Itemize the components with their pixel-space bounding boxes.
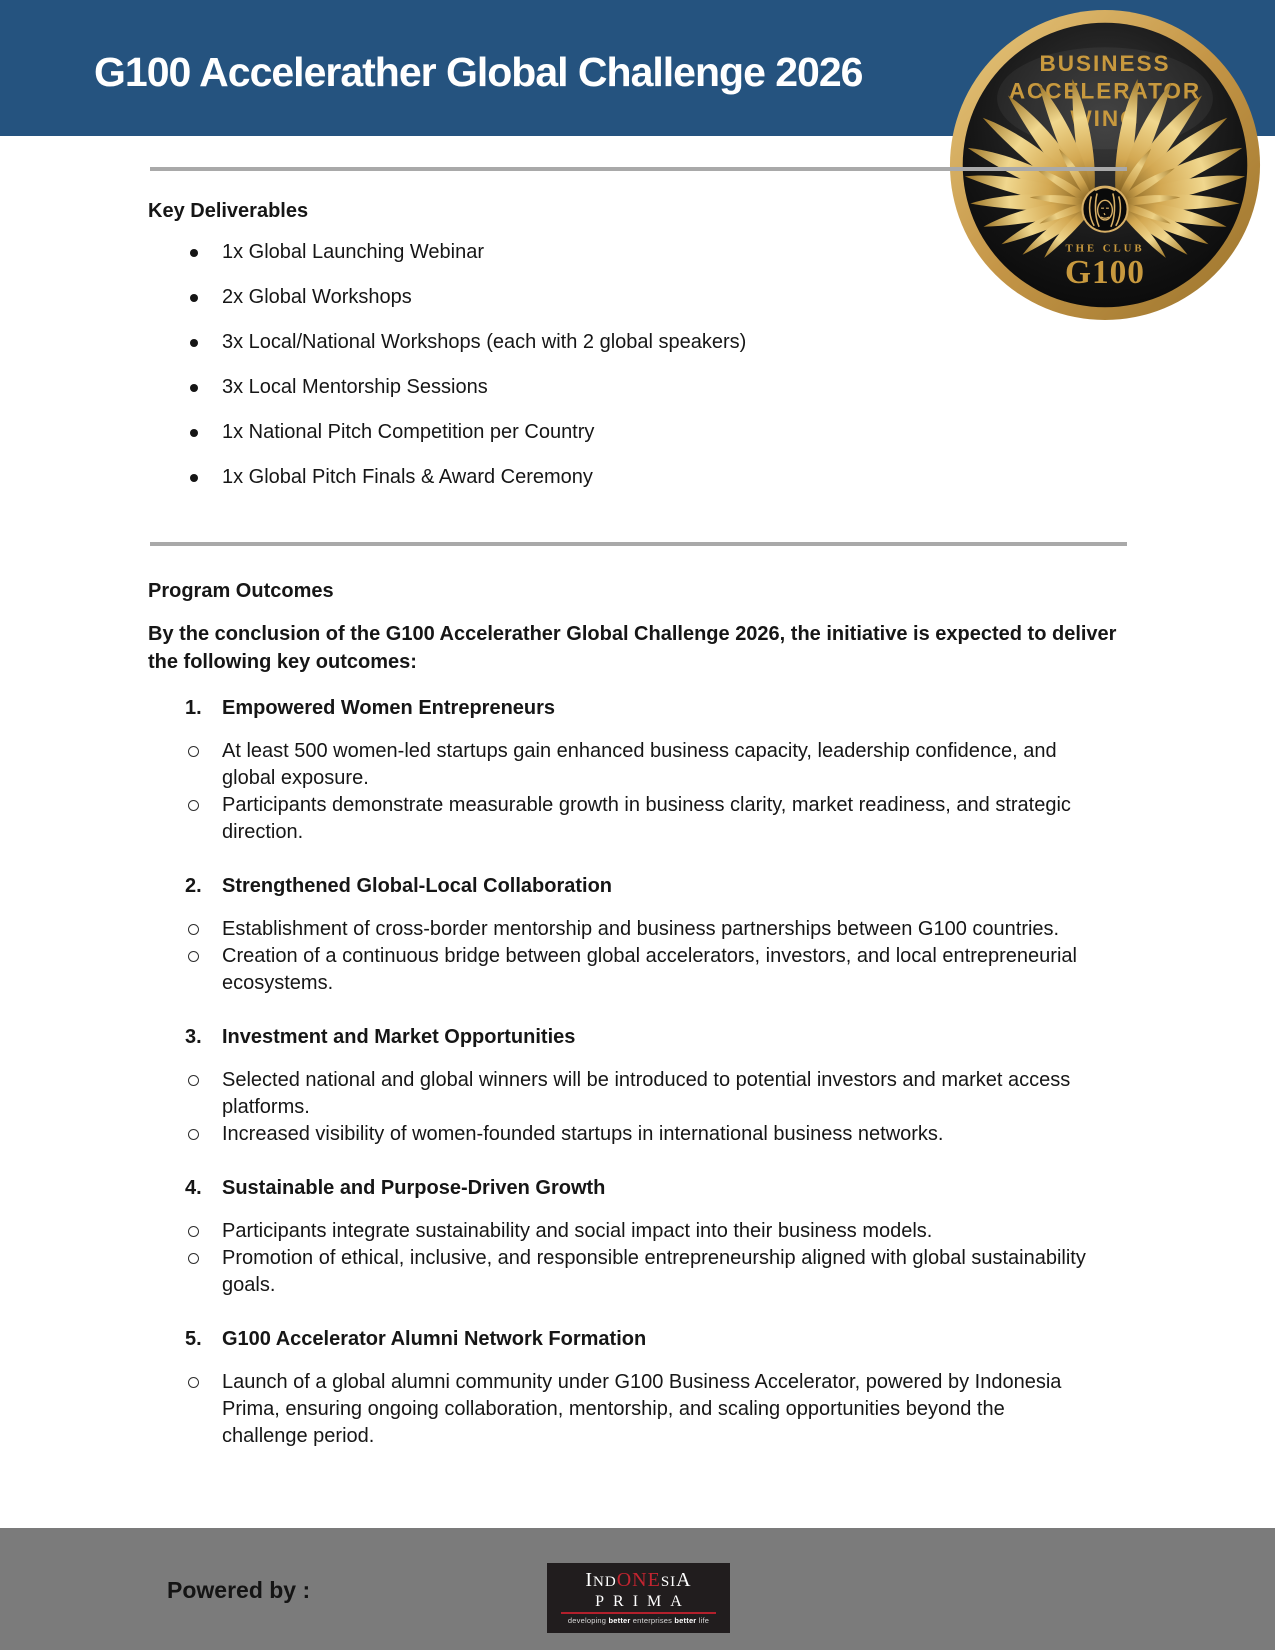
badge-text-g100: G100 (1065, 253, 1145, 291)
indonesia-prima-wordmark (547, 1570, 730, 1592)
list-item (148, 329, 1140, 356)
bullet-icon (190, 339, 198, 347)
outcome-list (148, 1067, 1140, 1148)
outcome-title: G100 Accelerator Alumni Network Formation (222, 1328, 647, 1350)
list-item-text: 1x National Pitch Competition per Country (222, 421, 595, 443)
outcome-section-2 (148, 873, 1140, 997)
outcome-number: 5. (185, 1328, 202, 1350)
circle-bullet-icon (188, 1075, 199, 1086)
circle-bullet-icon (188, 1129, 199, 1140)
program-outcomes-intro: By the conclusion of the G100 Accelerather Global Challenge 2026, the initiative is expected to deliver the following key outcomes: (148, 623, 1117, 673)
list-item-text: 1x Global Launching Webinar (222, 241, 485, 263)
g100-business-accelerator-wing-logo (948, 8, 1262, 322)
circle-bullet-icon (188, 1377, 199, 1388)
tagline-part: better (674, 1616, 697, 1625)
list-item-text: Participants demonstrate measurable growth in business clarity, market readiness, and strategic direction. (222, 794, 1071, 843)
list-item (148, 738, 1094, 792)
list-item-text: Participants integrate sustainability and social impact into their business models. (222, 1220, 933, 1242)
indonesia-prima-logo (547, 1563, 730, 1633)
list-item-text: 3x Local/National Workshops (each with 2 global speakers) (222, 331, 747, 353)
bullet-icon (190, 474, 198, 482)
outcome-list (148, 738, 1140, 846)
outcome-title: Sustainable and Purpose-Driven Growth (222, 1177, 606, 1199)
outcome-heading (148, 695, 1140, 722)
page-title: G100 Accelerather Global Challenge 2026 (94, 49, 863, 95)
outcome-list (148, 1369, 1140, 1450)
list-item (148, 1218, 1094, 1245)
circle-bullet-icon (188, 951, 199, 962)
program-outcomes-heading: Program Outcomes (148, 580, 334, 602)
list-item-text: Launch of a global alumni community under G100 Business Accelerator, powered by Indonesia Prima, ensuring ongoing collaboration, mentorship, and scaling opportunities beyond the challenge period. (222, 1371, 1062, 1447)
list-item (148, 792, 1094, 846)
list-item (148, 1121, 1094, 1148)
bullet-icon (190, 384, 198, 392)
outcome-section-4 (148, 1175, 1140, 1299)
horizontal-divider-middle (150, 542, 1127, 546)
outcome-heading (148, 1024, 1140, 1051)
badge-text-the-club: THE CLUB (1065, 242, 1145, 255)
prima-wordmark: PRIMA (595, 1593, 691, 1610)
circle-bullet-icon (188, 1226, 199, 1237)
list-item (148, 1245, 1094, 1299)
list-item (148, 374, 1140, 401)
wordmark-part: A (676, 1569, 692, 1591)
bullet-icon (190, 294, 198, 302)
outcome-number: 2. (185, 875, 202, 897)
badge-text-accelerator: ACCELERATOR (1008, 78, 1202, 104)
wordmark-part: I (585, 1569, 594, 1591)
outcome-number: 4. (185, 1177, 202, 1199)
wordmark-part: SI (660, 1574, 677, 1590)
tagline-part: developing (567, 1616, 609, 1625)
prima-red-underline (561, 1612, 716, 1614)
tagline-part: better (608, 1616, 631, 1625)
list-item-text: Creation of a continuous bridge between global accelerators, investors, and local entrepreneurial ecosystems. (222, 945, 1077, 994)
list-item (148, 1067, 1094, 1121)
outcome-number: 1. (185, 697, 202, 719)
list-item (148, 916, 1094, 943)
goddess-face-icon (1082, 187, 1127, 232)
outcome-list (148, 916, 1140, 997)
list-item-text: At least 500 women-led startups gain enhanced business capacity, leadership confidence, and global exposure. (222, 740, 1057, 789)
bullet-icon (190, 429, 198, 437)
list-item-text: Increased visibility of women-founded startups in international business networks. (222, 1123, 944, 1145)
outcome-heading (148, 873, 1140, 900)
list-item-text: Establishment of cross-border mentorship and business partnerships between G100 countries. (222, 918, 1060, 940)
prima-tagline (547, 1616, 730, 1626)
tagline-part: enterprises (630, 1616, 675, 1625)
outcome-title: Investment and Market Opportunities (222, 1026, 576, 1048)
powered-by-label: Powered by : (167, 1577, 311, 1603)
list-item-text: Selected national and global winners will be introduced to potential investors and market access platforms. (222, 1069, 1071, 1118)
outcome-section-1 (148, 695, 1140, 846)
outcome-section-3 (148, 1024, 1140, 1148)
list-item (148, 1369, 1094, 1450)
list-item-text: 2x Global Workshops (222, 286, 412, 308)
circle-bullet-icon (188, 800, 199, 811)
list-item-text: 1x Global Pitch Finals & Award Ceremony (222, 466, 593, 488)
key-deliverables-heading: Key Deliverables (148, 200, 309, 222)
bullet-icon (190, 249, 198, 257)
outcome-heading (148, 1175, 1140, 1202)
tagline-part: life (696, 1616, 710, 1625)
circle-bullet-icon (188, 746, 199, 757)
horizontal-divider-top (150, 167, 1127, 171)
list-item-text: Promotion of ethical, inclusive, and responsible entrepreneurship aligned with global sustainability goals. (222, 1247, 1086, 1296)
circle-bullet-icon (188, 1253, 199, 1264)
list-item (148, 943, 1094, 997)
list-item-text: 3x Local Mentorship Sessions (222, 376, 488, 398)
outcome-number: 3. (185, 1026, 202, 1048)
outcome-section-5 (148, 1326, 1140, 1450)
footer-bar (0, 1528, 1275, 1650)
wordmark-part: ND (593, 1574, 617, 1590)
circle-bullet-icon (188, 924, 199, 935)
outcome-list (148, 1218, 1140, 1299)
outcome-title: Strengthened Global-Local Collaboration (222, 875, 613, 897)
list-item (148, 419, 1140, 446)
outcome-heading (148, 1326, 1140, 1353)
badge-text-business: BUSINESS (1039, 50, 1171, 76)
badge-text-wing: WING (1070, 105, 1140, 131)
wordmark-part-one: ONE (616, 1569, 661, 1591)
outcome-title: Empowered Women Entrepreneurs (222, 697, 556, 719)
program-outcomes-section (148, 578, 1140, 1450)
list-item (148, 464, 1140, 491)
